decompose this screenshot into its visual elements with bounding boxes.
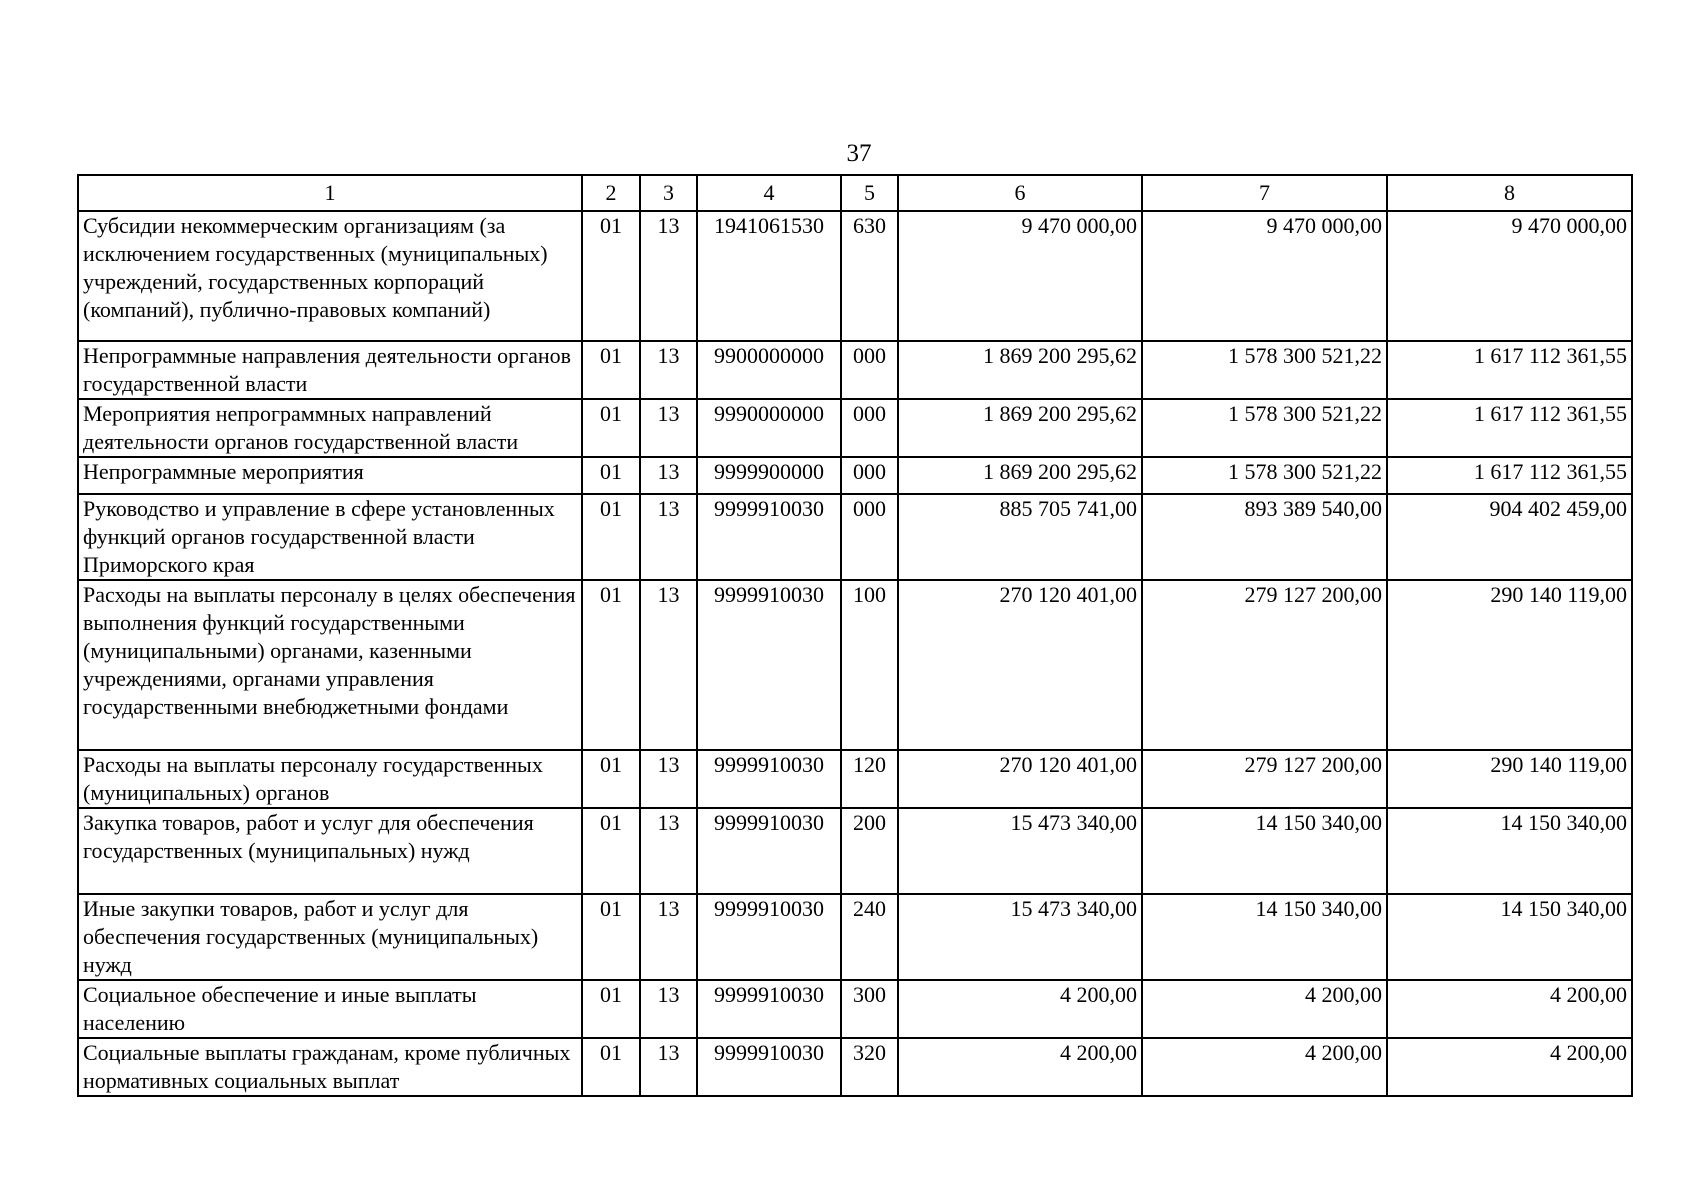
row-amount-col7: 9 470 000,00	[1142, 211, 1387, 341]
row-section-code: 01	[582, 211, 640, 341]
row-amount-col6: 4 200,00	[898, 1038, 1142, 1096]
row-expense-type: 000	[841, 494, 898, 580]
header-cell-3: 3	[640, 175, 697, 211]
row-amount-col6: 270 120 401,00	[898, 580, 1142, 750]
row-section-code: 01	[582, 1038, 640, 1096]
header-cell-1: 1	[78, 175, 582, 211]
row-amount-col6: 885 705 741,00	[898, 494, 1142, 580]
row-subsection-code: 13	[640, 750, 697, 808]
row-amount-col7: 1 578 300 521,22	[1142, 341, 1387, 399]
row-target-article: 9990000000	[697, 399, 841, 457]
row-target-article: 9999910030	[697, 750, 841, 808]
table-row	[78, 341, 1632, 399]
row-target-article: 9999910030	[697, 808, 841, 894]
row-section-code: 01	[582, 750, 640, 808]
row-name: Мероприятия непрограммных направлений деятельности органов государственной власти	[78, 399, 582, 457]
row-subsection-code: 13	[640, 808, 697, 894]
row-expense-type: 300	[841, 980, 898, 1038]
row-amount-col8: 1 617 112 361,55	[1387, 457, 1632, 494]
table-row	[78, 894, 1632, 980]
row-amount-col7: 4 200,00	[1142, 980, 1387, 1038]
table-row	[78, 980, 1632, 1038]
row-amount-col8: 9 470 000,00	[1387, 211, 1632, 341]
row-name: Субсидии некоммерческим организациям (за исключением государственных (муниципальных) учреждений, государственных корпораций (компаний), публично-правовых компаний)	[78, 211, 582, 341]
header-cell-5: 5	[841, 175, 898, 211]
row-expense-type: 000	[841, 341, 898, 399]
row-subsection-code: 13	[640, 894, 697, 980]
header-cell-6: 6	[898, 175, 1142, 211]
row-amount-col6: 15 473 340,00	[898, 894, 1142, 980]
row-amount-col8: 1 617 112 361,55	[1387, 341, 1632, 399]
row-subsection-code: 13	[640, 494, 697, 580]
row-amount-col6: 4 200,00	[898, 980, 1142, 1038]
row-section-code: 01	[582, 894, 640, 980]
row-name: Иные закупки товаров, работ и услуг для обеспечения государственных (муниципальных) нужд	[78, 894, 582, 980]
header-cell-2: 2	[582, 175, 640, 211]
header-row	[78, 175, 1632, 211]
row-amount-col8: 290 140 119,00	[1387, 580, 1632, 750]
row-amount-col8: 1 617 112 361,55	[1387, 399, 1632, 457]
row-section-code: 01	[582, 457, 640, 494]
row-name: Закупка товаров, работ и услуг для обеспечения государственных (муниципальных) нужд	[78, 808, 582, 894]
row-name: Непрограммные мероприятия	[78, 457, 582, 494]
row-expense-type: 240	[841, 894, 898, 980]
row-amount-col8: 290 140 119,00	[1387, 750, 1632, 808]
row-subsection-code: 13	[640, 980, 697, 1038]
table-header	[78, 175, 1632, 211]
row-section-code: 01	[582, 341, 640, 399]
budget-table	[77, 174, 1633, 1097]
row-section-code: 01	[582, 980, 640, 1038]
row-target-article: 1941061530	[697, 211, 841, 341]
row-name: Социальное обеспечение и иные выплаты населению	[78, 980, 582, 1038]
row-amount-col6: 9 470 000,00	[898, 211, 1142, 341]
row-amount-col7: 893 389 540,00	[1142, 494, 1387, 580]
table-row	[78, 808, 1632, 894]
row-amount-col7: 1 578 300 521,22	[1142, 399, 1387, 457]
row-expense-type: 000	[841, 457, 898, 494]
header-cell-7: 7	[1142, 175, 1387, 211]
row-target-article: 9999900000	[697, 457, 841, 494]
page-number: 37	[846, 140, 872, 167]
row-amount-col6: 1 869 200 295,62	[898, 457, 1142, 494]
table-row	[78, 580, 1632, 750]
row-name: Расходы на выплаты персоналу в целях обеспечения выполнения функций государственными (муниципальными) органами, казенными учреждениями, органами управления государственными внебюджетными фондами	[78, 580, 582, 750]
row-name: Социальные выплаты гражданам, кроме публичных нормативных социальных выплат	[78, 1038, 582, 1096]
row-subsection-code: 13	[640, 211, 697, 341]
row-name: Руководство и управление в сфере установленных функций органов государственной власти Приморского края	[78, 494, 582, 580]
row-amount-col7: 279 127 200,00	[1142, 750, 1387, 808]
row-amount-col6: 270 120 401,00	[898, 750, 1142, 808]
header-cell-8: 8	[1387, 175, 1632, 211]
row-expense-type: 630	[841, 211, 898, 341]
row-target-article: 9999910030	[697, 980, 841, 1038]
row-amount-col7: 14 150 340,00	[1142, 808, 1387, 894]
header-cell-4: 4	[697, 175, 841, 211]
row-amount-col7: 14 150 340,00	[1142, 894, 1387, 980]
row-expense-type: 320	[841, 1038, 898, 1096]
row-section-code: 01	[582, 580, 640, 750]
row-section-code: 01	[582, 399, 640, 457]
row-subsection-code: 13	[640, 580, 697, 750]
row-amount-col8: 4 200,00	[1387, 980, 1632, 1038]
table-body	[78, 211, 1632, 1096]
row-amount-col6: 1 869 200 295,62	[898, 399, 1142, 457]
row-expense-type: 200	[841, 808, 898, 894]
table-row	[78, 750, 1632, 808]
row-expense-type: 120	[841, 750, 898, 808]
row-name: Непрограммные направления деятельности органов государственной власти	[78, 341, 582, 399]
table-row	[78, 494, 1632, 580]
row-amount-col8: 4 200,00	[1387, 1038, 1632, 1096]
row-target-article: 9900000000	[697, 341, 841, 399]
row-target-article: 9999910030	[697, 494, 841, 580]
row-amount-col7: 4 200,00	[1142, 1038, 1387, 1096]
row-expense-type: 100	[841, 580, 898, 750]
row-target-article: 9999910030	[697, 580, 841, 750]
row-target-article: 9999910030	[697, 894, 841, 980]
row-amount-col6: 1 869 200 295,62	[898, 341, 1142, 399]
row-amount-col8: 14 150 340,00	[1387, 894, 1632, 980]
row-amount-col7: 279 127 200,00	[1142, 580, 1387, 750]
row-section-code: 01	[582, 494, 640, 580]
row-section-code: 01	[582, 808, 640, 894]
row-amount-col8: 904 402 459,00	[1387, 494, 1632, 580]
row-amount-col6: 15 473 340,00	[898, 808, 1142, 894]
table-row	[78, 457, 1632, 494]
row-subsection-code: 13	[640, 399, 697, 457]
table-row	[78, 399, 1632, 457]
row-amount-col8: 14 150 340,00	[1387, 808, 1632, 894]
table-row	[78, 1038, 1632, 1096]
row-subsection-code: 13	[640, 341, 697, 399]
row-expense-type: 000	[841, 399, 898, 457]
row-name: Расходы на выплаты персоналу государственных (муниципальных) органов	[78, 750, 582, 808]
row-subsection-code: 13	[640, 1038, 697, 1096]
row-target-article: 9999910030	[697, 1038, 841, 1096]
table-row	[78, 211, 1632, 341]
row-subsection-code: 13	[640, 457, 697, 494]
row-amount-col7: 1 578 300 521,22	[1142, 457, 1387, 494]
